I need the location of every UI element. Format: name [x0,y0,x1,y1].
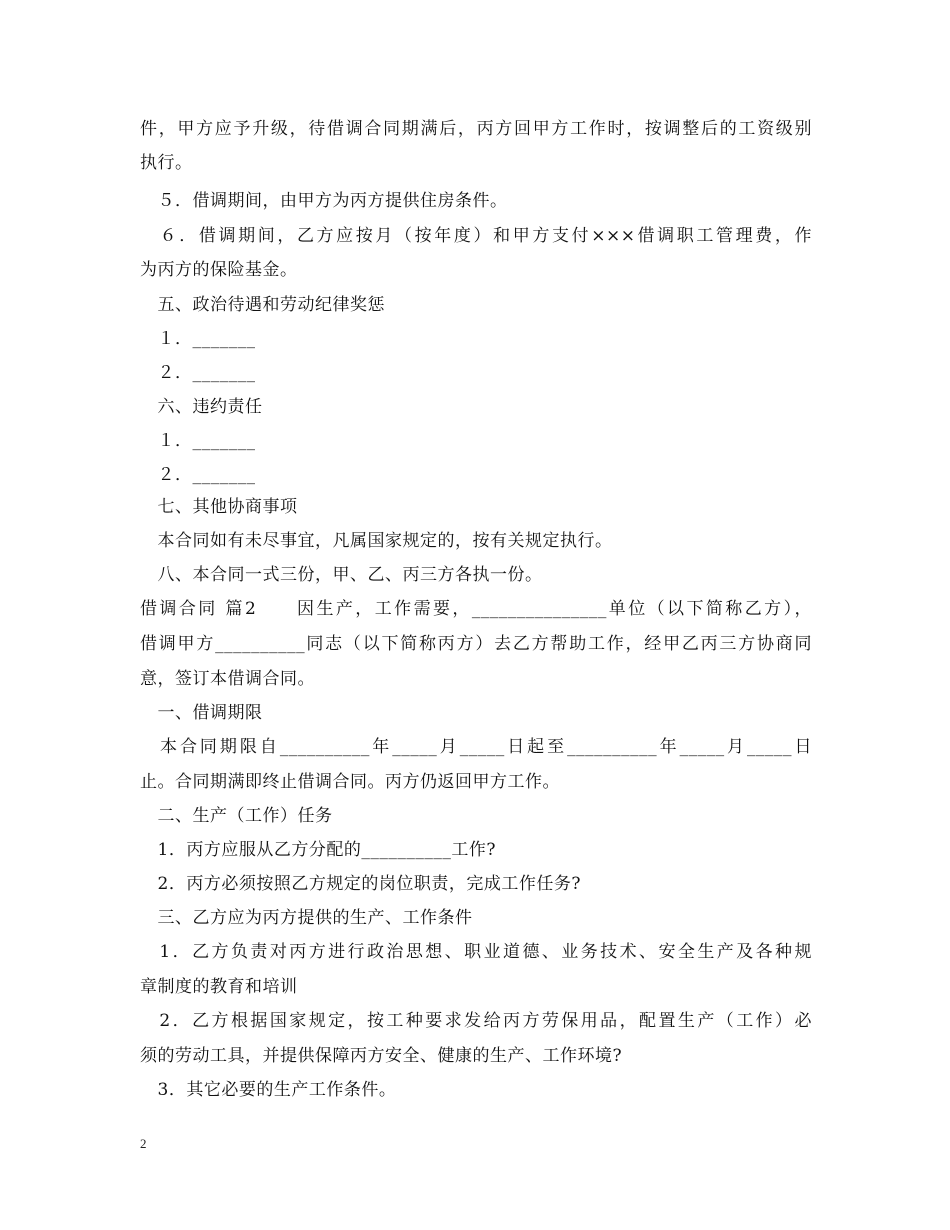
blank-item: ２．_______ [140,465,256,485]
section-heading: 七、其他协商事项 [140,497,298,517]
list-item: 1．丙方应服从乙方分配的__________工作? [140,840,496,860]
blank-item: １．_______ [140,431,256,451]
body-line: 本合同如有未尽事宜，凡属国家规定的，按有关规定执行。 [140,531,613,551]
blank-item: １．_______ [140,329,256,349]
body-line: 件，甲方应予升级，待借调合同期满后，丙方回甲方工作时，按调整后的工资级别 [140,119,812,139]
list-item: 3．其它必要的生产工作条件。 [140,1080,397,1100]
list-item: 2．丙方必须按照乙方规定的岗位职责，完成工作任务? [140,874,581,894]
section-heading: 一、借调期限 [140,703,263,723]
body-line: ６．借调期间，乙方应按月（按年度）和甲方支付×××借调职工管理费，作 [140,226,812,246]
section-heading: 八、本合同一式三份，甲、乙、丙三方各执一份。 [140,565,543,585]
body-line: 借调甲方__________同志（以下简称丙方）去乙方帮助工作，经甲乙丙三方协商同 [140,634,812,654]
section-heading: 六、违约责任 [140,397,263,417]
body-line: 为丙方的保险基金。 [140,260,298,280]
section-heading: 五、政治待遇和劳动纪律奖惩 [140,295,385,315]
list-item: 2．乙方根据国家规定，按工种要求发给丙方劳保用品，配置生产（工作）必 [140,1011,812,1031]
body-line: 本合同期限自__________年_____月_____日起至__________年_____月_____日 [140,737,812,757]
body-line: ５．借调期间，由甲方为丙方提供住房条件。 [140,191,508,211]
section-heading: 三、乙方应为丙方提供的生产、工作条件 [140,908,473,928]
list-item: 1．乙方负责对丙方进行政治思想、职业道德、业务技术、安全生产及各种规 [140,942,812,962]
body-line: 止。合同期满即终止借调合同。丙方仍返回甲方工作。 [140,772,560,792]
body-line: 章制度的教育和培训 [140,977,298,997]
contract-title-line: 借调合同 篇2 因生产，工作需要，_______________单位（以下简称乙方）， [140,599,812,619]
body-line: 须的劳动工具，并提供保障丙方安全、健康的生产、工作环境? [140,1046,623,1066]
body-line: 意，签订本借调合同。 [140,669,315,689]
body-line: 执行。 [140,153,193,173]
blank-item: ２．_______ [140,363,256,383]
section-heading: 二、生产（工作）任务 [140,806,333,826]
page-number: 2 [140,1136,147,1151]
